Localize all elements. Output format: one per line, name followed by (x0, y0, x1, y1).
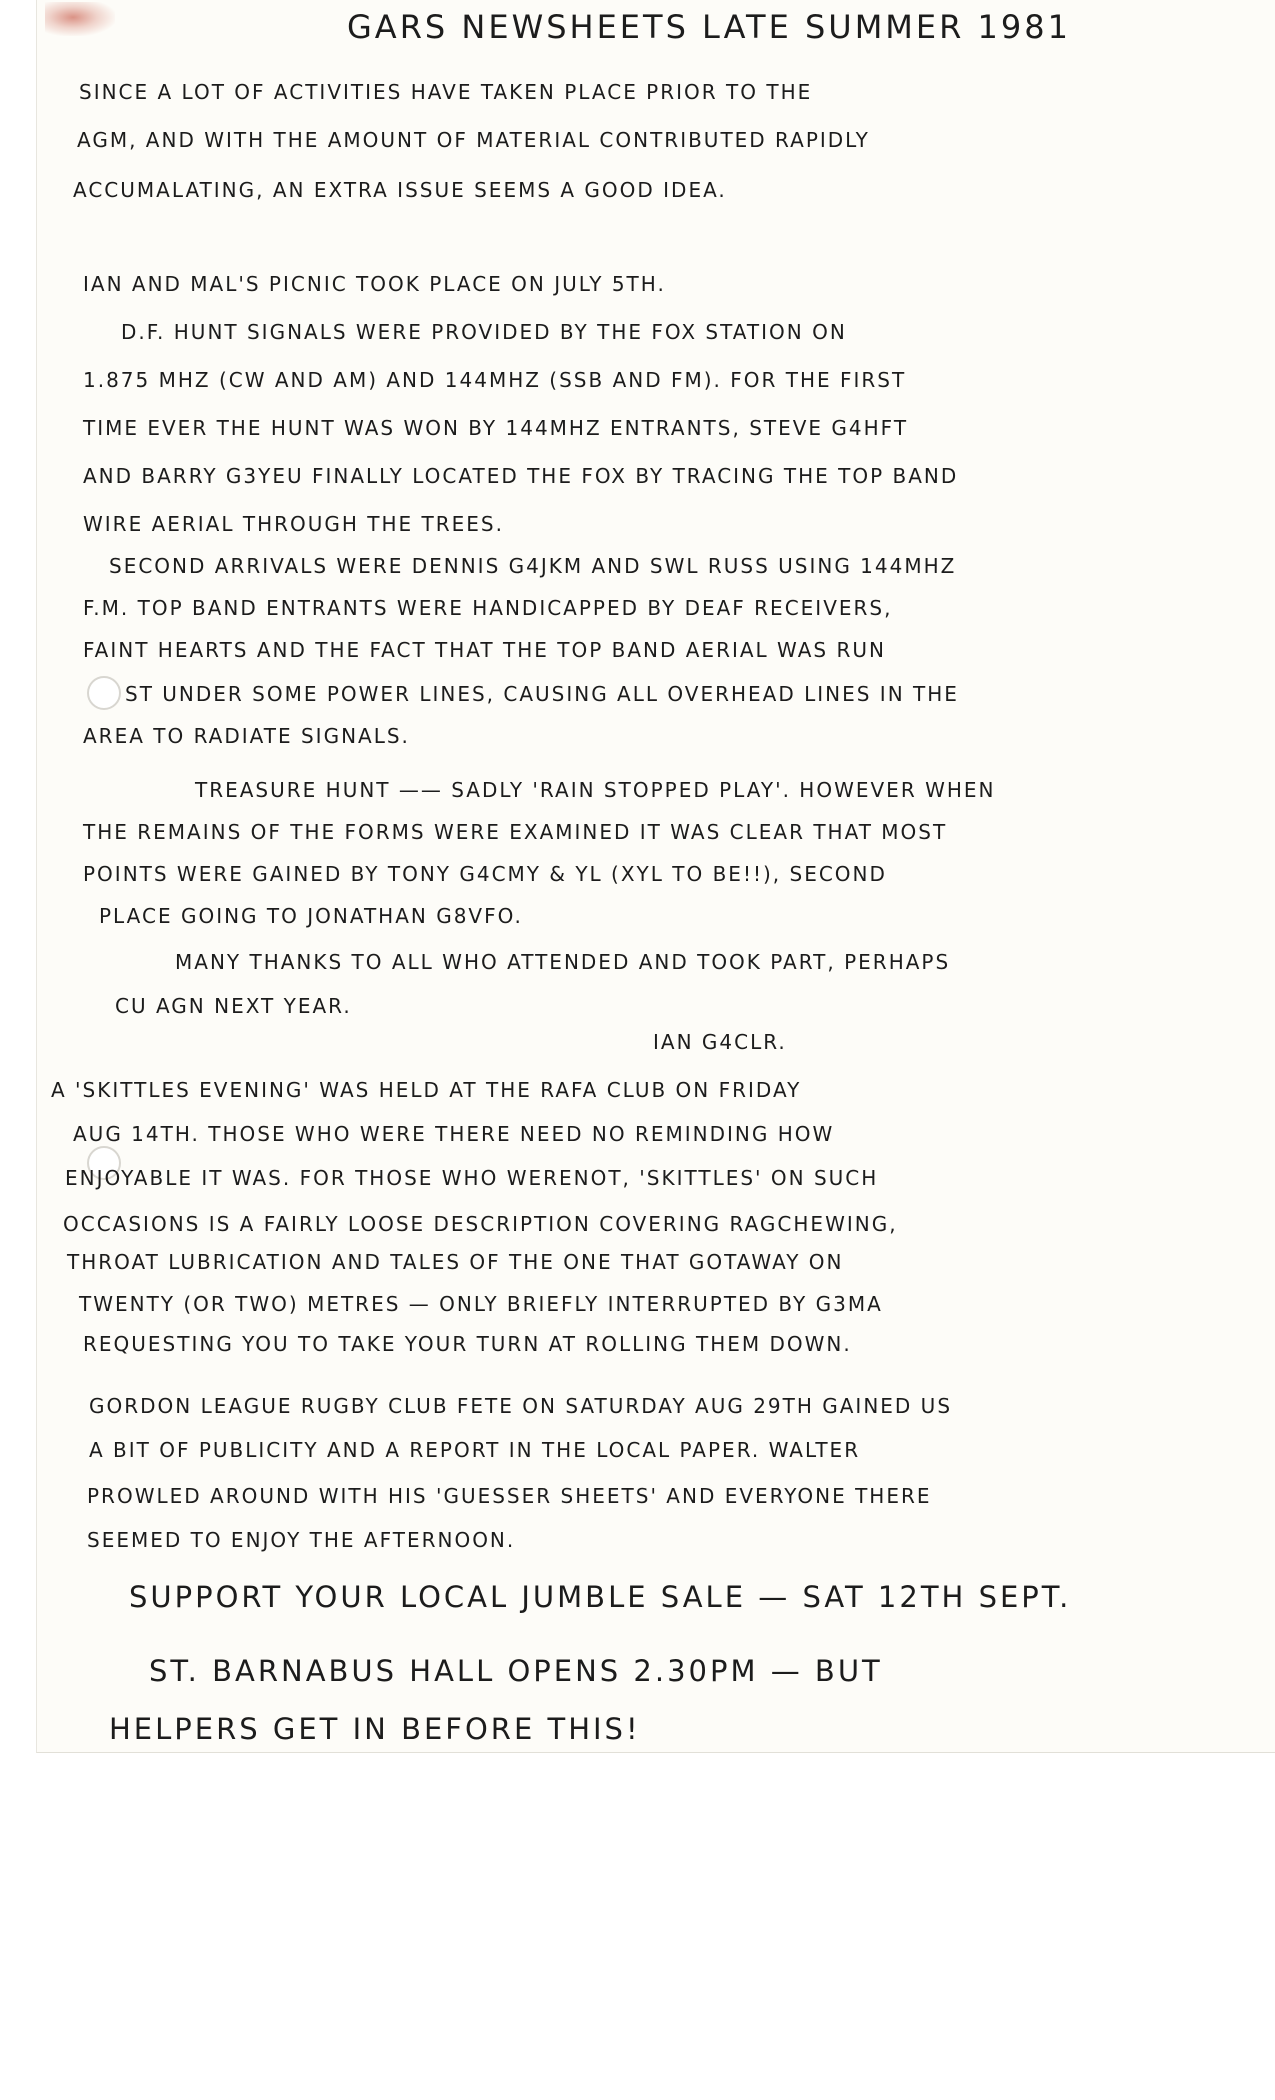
intro-line: ACCUMALATING, AN EXTRA ISSUE SEEMS A GOOD IDEA. (73, 178, 727, 202)
picnic-line: ST UNDER SOME POWER LINES, CAUSING ALL OVERHEAD LINES IN THE (125, 682, 959, 706)
picnic-line: SECOND ARRIVALS WERE DENNIS G4JKM AND SWL RUSS USING 144MHZ (109, 554, 957, 578)
picnic-line: TIME EVER THE HUNT WAS WON BY 144MHZ ENTRANTS, STEVE G4HFT (83, 416, 909, 440)
picnic-line: AREA TO RADIATE SIGNALS. (83, 724, 410, 748)
punch-hole-top (87, 676, 121, 710)
picnic-line: 1.875 MHZ (CW AND AM) AND 144MHZ (SSB AND FM). FOR THE FIRST (83, 368, 907, 392)
fete-line: PROWLED AROUND WITH HIS 'GUESSER SHEETS' AND EVERYONE THERE (87, 1484, 932, 1508)
picnic-line: WIRE AERIAL THROUGH THE TREES. (83, 512, 504, 536)
skittles-line: A 'SKITTLES EVENING' WAS HELD AT THE RAFA CLUB ON FRIDAY (51, 1078, 802, 1102)
newsheet-page (36, 0, 1275, 1753)
skittles-line: TWENTY (OR TWO) METRES — ONLY BRIEFLY INTERRUPTED BY G3MA (79, 1292, 883, 1316)
fete-line: A BIT OF PUBLICITY AND A REPORT IN THE LOCAL PAPER. WALTER (89, 1438, 861, 1462)
treasure-line: PLACE GOING TO JONATHAN G8VFO. (99, 904, 523, 928)
skittles-line: THROAT LUBRICATION AND TALES OF THE ONE THAT GOTAWAY ON (67, 1250, 844, 1274)
jumble-line: ST. BARNABUS HALL OPENS 2.30PM — BUT (149, 1654, 883, 1688)
skittles-line: REQUESTING YOU TO TAKE YOUR TURN AT ROLLING THEM DOWN. (83, 1332, 852, 1356)
jumble-line: HELPERS GET IN BEFORE THIS! (109, 1712, 641, 1746)
thanks-line: MANY THANKS TO ALL WHO ATTENDED AND TOOK PART, PERHAPS (175, 950, 951, 974)
fete-line: GORDON LEAGUE RUGBY CLUB FETE ON SATURDAY AUG 29TH GAINED US (89, 1394, 953, 1418)
newsletter-title: GARS NEWSHEETS LATE SUMMER 1981 (347, 8, 1071, 46)
picnic-line: D.F. HUNT SIGNALS WERE PROVIDED BY THE FOX STATION ON (121, 320, 847, 344)
picnic-line: FAINT HEARTS AND THE FACT THAT THE TOP BAND AERIAL WAS RUN (83, 638, 886, 662)
rust-stain (45, 2, 115, 36)
skittles-line: ENJOYABLE IT WAS. FOR THOSE WHO WERENOT, 'SKITTLES' ON SUCH (65, 1166, 879, 1190)
picnic-line: AND BARRY G3YEU FINALLY LOCATED THE FOX BY TRACING THE TOP BAND (83, 464, 959, 488)
treasure-line: THE REMAINS OF THE FORMS WERE EXAMINED IT WAS CLEAR THAT MOST (83, 820, 948, 844)
signature: IAN G4CLR. (653, 1030, 787, 1054)
picnic-line: IAN AND MAL'S PICNIC TOOK PLACE ON JULY 5TH. (83, 272, 666, 296)
intro-line: AGM, AND WITH THE AMOUNT OF MATERIAL CONTRIBUTED RAPIDLY (77, 128, 870, 152)
jumble-line: SUPPORT YOUR LOCAL JUMBLE SALE — SAT 12TH SEPT. (129, 1580, 1072, 1614)
treasure-line: TREASURE HUNT —— SADLY 'RAIN STOPPED PLAY'. HOWEVER WHEN (195, 778, 996, 802)
thanks-line: CU AGN NEXT YEAR. (115, 994, 352, 1018)
skittles-line: AUG 14TH. THOSE WHO WERE THERE NEED NO REMINDING HOW (73, 1122, 835, 1146)
treasure-line: POINTS WERE GAINED BY TONY G4CMY & YL (XYL TO BE!!), SECOND (83, 862, 887, 886)
fete-line: SEEMED TO ENJOY THE AFTERNOON. (87, 1528, 516, 1552)
picnic-line: F.M. TOP BAND ENTRANTS WERE HANDICAPPED BY DEAF RECEIVERS, (83, 596, 893, 620)
skittles-line: OCCASIONS IS A FAIRLY LOOSE DESCRIPTION COVERING RAGCHEWING, (63, 1212, 898, 1236)
intro-line: SINCE A LOT OF ACTIVITIES HAVE TAKEN PLACE PRIOR TO THE (79, 80, 813, 104)
